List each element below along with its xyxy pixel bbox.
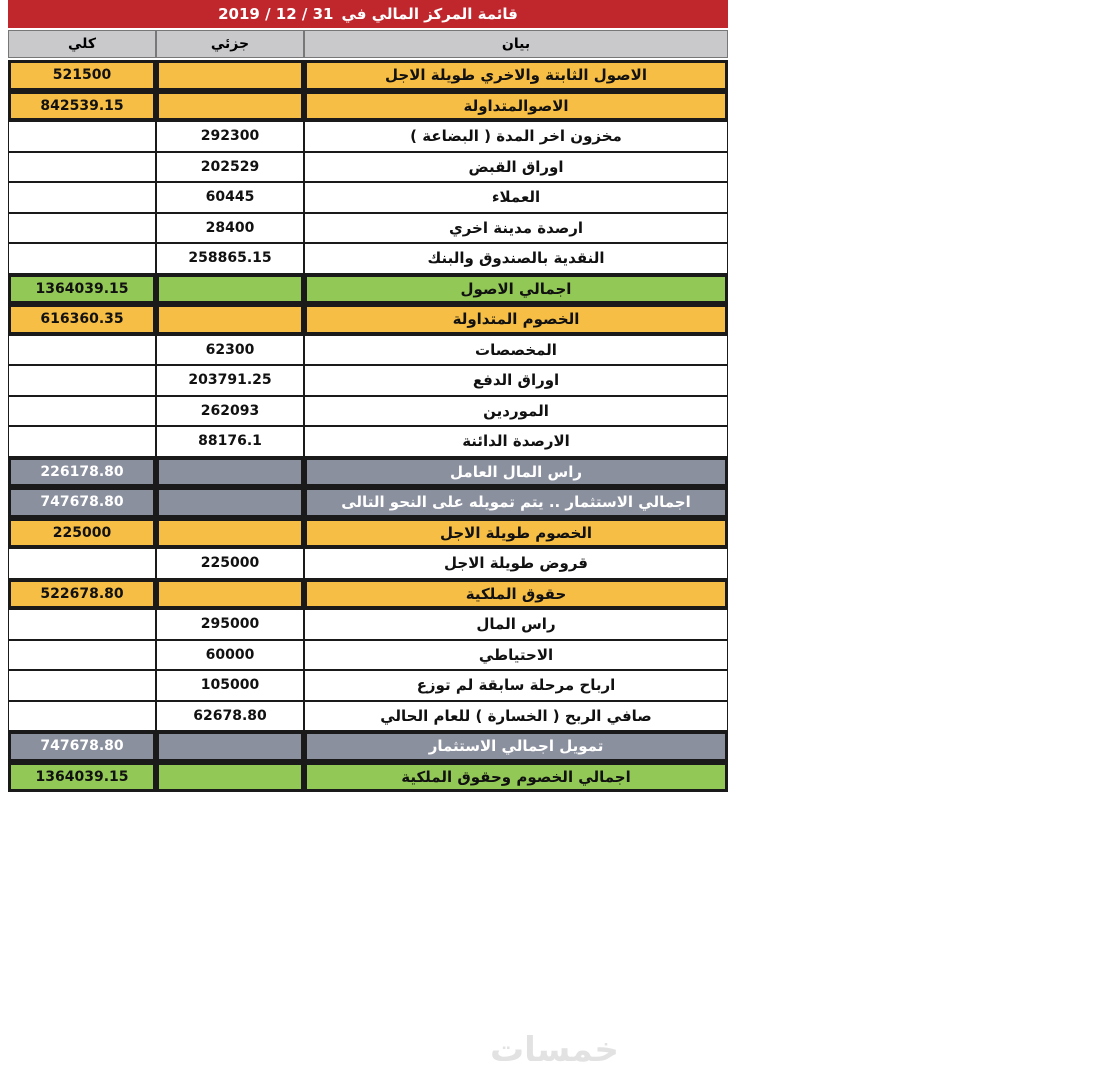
table-row: [8, 579, 728, 610]
table-row: [8, 213, 728, 244]
row-total: [8, 670, 156, 701]
table-row: [8, 701, 728, 732]
row-label: اجمالي الاصول: [304, 274, 728, 305]
row-label: النقدية بالصندوق والبنك: [304, 243, 728, 274]
row-label: الموردين: [304, 396, 728, 427]
row-partial: [156, 487, 304, 518]
table-row: [8, 426, 728, 457]
table-row: [8, 670, 728, 701]
table-row: [8, 457, 728, 488]
row-total: 616360.35: [8, 304, 156, 335]
row-label: الاحتياطي: [304, 640, 728, 671]
row-total: [8, 213, 156, 244]
row-label: الاصوالمتداولة: [304, 91, 728, 122]
row-total: [8, 335, 156, 366]
row-total: 747678.80: [8, 731, 156, 762]
row-partial: 62678.80: [156, 701, 304, 732]
table-row: [8, 487, 728, 518]
table-row: [8, 121, 728, 152]
row-total: 842539.15: [8, 91, 156, 122]
row-label: تمويل اجمالي الاستثمار: [304, 731, 728, 762]
row-partial: 62300: [156, 335, 304, 366]
row-label: صافي الربح ( الخسارة ) للعام الحالي: [304, 701, 728, 732]
table-row: [8, 365, 728, 396]
row-partial: [156, 60, 304, 91]
row-total: [8, 121, 156, 152]
table-row: [8, 762, 728, 793]
row-total: [8, 640, 156, 671]
row-label: ارصدة مدينة اخري: [304, 213, 728, 244]
row-total: [8, 365, 156, 396]
row-label: الخصوم طويلة الاجل: [304, 518, 728, 549]
row-label: اجمالي الخصوم وحقوق الملكية: [304, 762, 728, 793]
row-partial: 295000: [156, 609, 304, 640]
row-total: [8, 609, 156, 640]
row-partial: 60000: [156, 640, 304, 671]
row-label: راس المال: [304, 609, 728, 640]
row-partial: 292300: [156, 121, 304, 152]
row-partial: 28400: [156, 213, 304, 244]
row-label: الارصدة الدائنة: [304, 426, 728, 457]
sheet-title-date: 2019 / 12 / 31: [218, 5, 334, 23]
row-label: راس المال العامل: [304, 457, 728, 488]
row-total: [8, 182, 156, 213]
row-total: 522678.80: [8, 579, 156, 610]
row-total: 1364039.15: [8, 762, 156, 793]
row-partial: [156, 457, 304, 488]
table-row: [8, 335, 728, 366]
row-total: 1364039.15: [8, 274, 156, 305]
row-label: العملاء: [304, 182, 728, 213]
row-total: [8, 426, 156, 457]
table-row: [8, 152, 728, 183]
column-header-row: [8, 30, 728, 58]
row-total: [8, 548, 156, 579]
row-partial: [156, 91, 304, 122]
row-label: مخزون اخر المدة ( البضاعة ): [304, 121, 728, 152]
row-partial: 105000: [156, 670, 304, 701]
table-row: [8, 518, 728, 549]
row-partial: 60445: [156, 182, 304, 213]
row-total: 747678.80: [8, 487, 156, 518]
row-partial: 258865.15: [156, 243, 304, 274]
row-partial: [156, 762, 304, 793]
sheet-title-bar: [8, 0, 728, 28]
row-partial: 262093: [156, 396, 304, 427]
row-partial: 225000: [156, 548, 304, 579]
row-total: [8, 396, 156, 427]
table-row: [8, 182, 728, 213]
row-label: قروض طويلة الاجل: [304, 548, 728, 579]
row-label: ارباح مرحلة سابقة لم توزع: [304, 670, 728, 701]
row-partial: 202529: [156, 152, 304, 183]
row-label: الخصوم المتداولة: [304, 304, 728, 335]
table-row: [8, 243, 728, 274]
table-row: [8, 274, 728, 305]
row-total: 521500: [8, 60, 156, 91]
row-partial: 88176.1: [156, 426, 304, 457]
row-partial: [156, 274, 304, 305]
row-label: اوراق القبض: [304, 152, 728, 183]
table-row: [8, 60, 728, 91]
header-statement: بيان: [304, 30, 728, 58]
row-total: [8, 701, 156, 732]
header-total: كلي: [8, 30, 156, 58]
row-label: اجمالي الاستثمار .. يتم تمويله على النحو التالى: [304, 487, 728, 518]
row-total: 225000: [8, 518, 156, 549]
row-label: حقوق الملكية: [304, 579, 728, 610]
row-partial: 203791.25: [156, 365, 304, 396]
table-row: [8, 731, 728, 762]
row-partial: [156, 579, 304, 610]
table-body: [8, 60, 728, 792]
sheet-title: قائمة المركز المالي في: [341, 5, 518, 23]
watermark-logo: خمسات: [490, 1030, 619, 1070]
row-total: 226178.80: [8, 457, 156, 488]
row-total: [8, 243, 156, 274]
table-row: [8, 396, 728, 427]
table-row: [8, 609, 728, 640]
table-row: [8, 640, 728, 671]
row-partial: [156, 304, 304, 335]
row-label: الاصول الثابتة والاخري طويلة الاجل: [304, 60, 728, 91]
row-partial: [156, 731, 304, 762]
table-row: [8, 304, 728, 335]
row-label: اوراق الدفع: [304, 365, 728, 396]
row-partial: [156, 518, 304, 549]
table-row: [8, 548, 728, 579]
header-partial: جزئي: [156, 30, 304, 58]
row-label: المخصصات: [304, 335, 728, 366]
table-row: [8, 91, 728, 122]
row-total: [8, 152, 156, 183]
